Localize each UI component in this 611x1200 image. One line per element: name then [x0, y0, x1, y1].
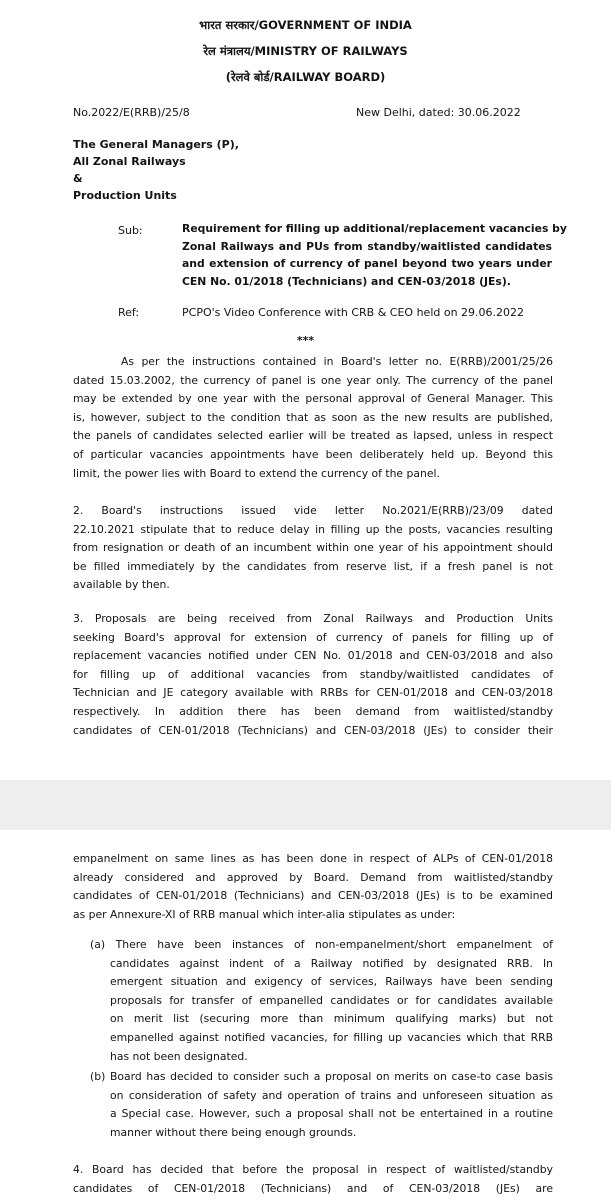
- paragraph-line: candidates of CEN-01/2018 (Technicians) and CEN-03/2018 (JEs) is to be examined: [73, 889, 553, 903]
- addressee-line: All Zonal Railways: [73, 155, 186, 168]
- list-item-a: [90, 936, 553, 1066]
- letter-number: No.2022/E(RRB)/25/8: [73, 106, 190, 119]
- paragraph-line: candidates of CEN-01/2018 (Technicians) and of CEN-03/2018 (JEs) are: [73, 1181, 553, 1195]
- list-item-line: candidates against indent of a Railway notified by designated RRB. In: [110, 956, 553, 970]
- list-item-line: (a) There have been instances of non-empanelment/short empanelment of: [90, 938, 553, 951]
- paragraph-line: dated 15.03.2002, the currency of panel is one year only. The currency of the panel: [73, 373, 553, 387]
- list-item-line: a Special case. However, such a proposal shall not be entertained in a routine: [110, 1107, 553, 1121]
- paragraph-line: available by then.: [73, 578, 170, 592]
- paragraph-line: empanelment on same lines as has been done in respect of ALPs of CEN-01/2018: [73, 852, 553, 865]
- subject-text: [182, 220, 567, 290]
- list-item-line: emergent situation and exigency of services, Railways have been sending: [110, 975, 553, 989]
- paragraph-line: 4. Board has decided that before the proposal in respect of waitlisted/standby: [73, 1163, 553, 1176]
- subject-line: Requirement for filling up additional/replacement vacancies by: [182, 222, 567, 235]
- list-item-line: (b) Board has decided to consider such a proposal on merits on case-to case basis: [90, 1070, 553, 1083]
- paragraph-line: of particular vacancies appointments have been deliberately held up. Beyond this: [73, 447, 553, 461]
- paragraph-line: replacement vacancies notified under CEN No. 01/2018 and CEN-03/2018 and also: [73, 649, 553, 663]
- header-line-government: भारत सरकार/GOVERNMENT OF INDIA: [199, 18, 412, 32]
- paragraph-line: seeking Board's approval for extension of currency of panels for filling up of: [73, 630, 553, 644]
- paragraph-line: candidates of CEN-01/2018 (Technicians) and CEN-03/2018 (JEs) to consider their: [73, 723, 553, 737]
- list-item-line: on merit list (securing more than minimum qualifying marks) but not: [110, 1012, 553, 1026]
- paragraph-line: already considered and approved by Board. Demand from waitlisted/standby: [73, 870, 553, 884]
- paragraph-2: [73, 502, 553, 595]
- list-item-line: manner without there being enough grounds.: [110, 1125, 357, 1139]
- list-item-b: [90, 1068, 553, 1142]
- list-item-line: on consideration of safety and operation of trains and unforeseen situation as: [110, 1088, 553, 1102]
- paragraph-line: respectively. In addition there has been demand from waitlisted/standby: [73, 704, 553, 718]
- header-line-ministry: रेल मंत्रालय/MINISTRY OF RAILWAYS: [203, 44, 408, 58]
- header-line-board: (रेलवे बोर्ड/RAILWAY BOARD): [225, 70, 386, 84]
- list-item-line: empanelled against notified vacancies, for filling up vacancies which that RRB: [110, 1030, 553, 1044]
- reference-label: Ref:: [118, 306, 140, 319]
- paragraph-line: be filled immediately by the candidates from reserve list, if a fresh panel is not: [73, 559, 553, 573]
- paragraph-line: as per Annexure-XI of RRB manual which inter-alia stipulates as under:: [73, 907, 456, 921]
- paragraph-1: [73, 353, 553, 483]
- paragraph-line: 22.10.2021 stipulate that to reduce delay in filling up the posts, vacancies resulting: [73, 522, 553, 536]
- paragraph-line: for filling up of additional vacancies from standby/waitlisted candidates of: [73, 667, 553, 681]
- subject-line: Zonal Railways and PUs from standby/waitlisted candidates: [182, 239, 552, 253]
- paragraph-3: [73, 610, 553, 740]
- paragraph-4: [73, 1161, 553, 1198]
- paragraph-line: 2. Board's instructions issued vide letter No.2021/E(RRB)/23/09 dated: [73, 504, 553, 517]
- paragraph-3-continued: [73, 850, 553, 924]
- reference-text: PCPO's Video Conference with CRB & CEO held on 29.06.2022: [182, 306, 525, 319]
- subject-label: Sub:: [118, 224, 143, 237]
- paragraph-line: Technician and JE category available with RRBs for CEN-01/2018 and CEN-03/2018: [73, 686, 553, 700]
- subject-line: and extension of currency of panel beyond two years under: [182, 257, 552, 270]
- list-item-line: has not been designated.: [110, 1049, 248, 1063]
- letter-page-2: [0, 830, 611, 1200]
- page-break-gap: [0, 780, 611, 830]
- separator-stars: ***: [296, 334, 315, 347]
- addressee-line: The General Managers (P),: [73, 138, 239, 151]
- letter-place-date: New Delhi, dated: 30.06.2022: [356, 106, 521, 119]
- paragraph-line: As per the instructions contained in Board's letter no. E(RRB)/2001/25/26: [121, 355, 553, 368]
- paragraph-line: the panels of candidates selected earlier will be treated as lapsed, unless in respect: [73, 429, 553, 443]
- paragraph-line: is, however, subject to the condition that as soon as the new results are published,: [73, 410, 553, 424]
- addressee-line: Production Units: [73, 189, 177, 202]
- paragraph-line: 3. Proposals are being received from Zonal Railways and Production Units: [73, 612, 553, 625]
- paragraph-line: from resignation or death of an incumbent within one year of his appointment should: [73, 541, 553, 555]
- list-item-line: proposals for transfer of empanelled candidates or for candidates available: [110, 993, 553, 1007]
- paragraph-line: limit, the power lies with Board to extend the currency of the panel.: [73, 466, 440, 480]
- addressee-line: &: [73, 172, 83, 185]
- subject-line: CEN No. 01/2018 (Technicians) and CEN-03/2018 (JEs).: [182, 274, 511, 288]
- paragraph-line: may be extended by one year with the personal approval of General Manager. This: [73, 392, 553, 406]
